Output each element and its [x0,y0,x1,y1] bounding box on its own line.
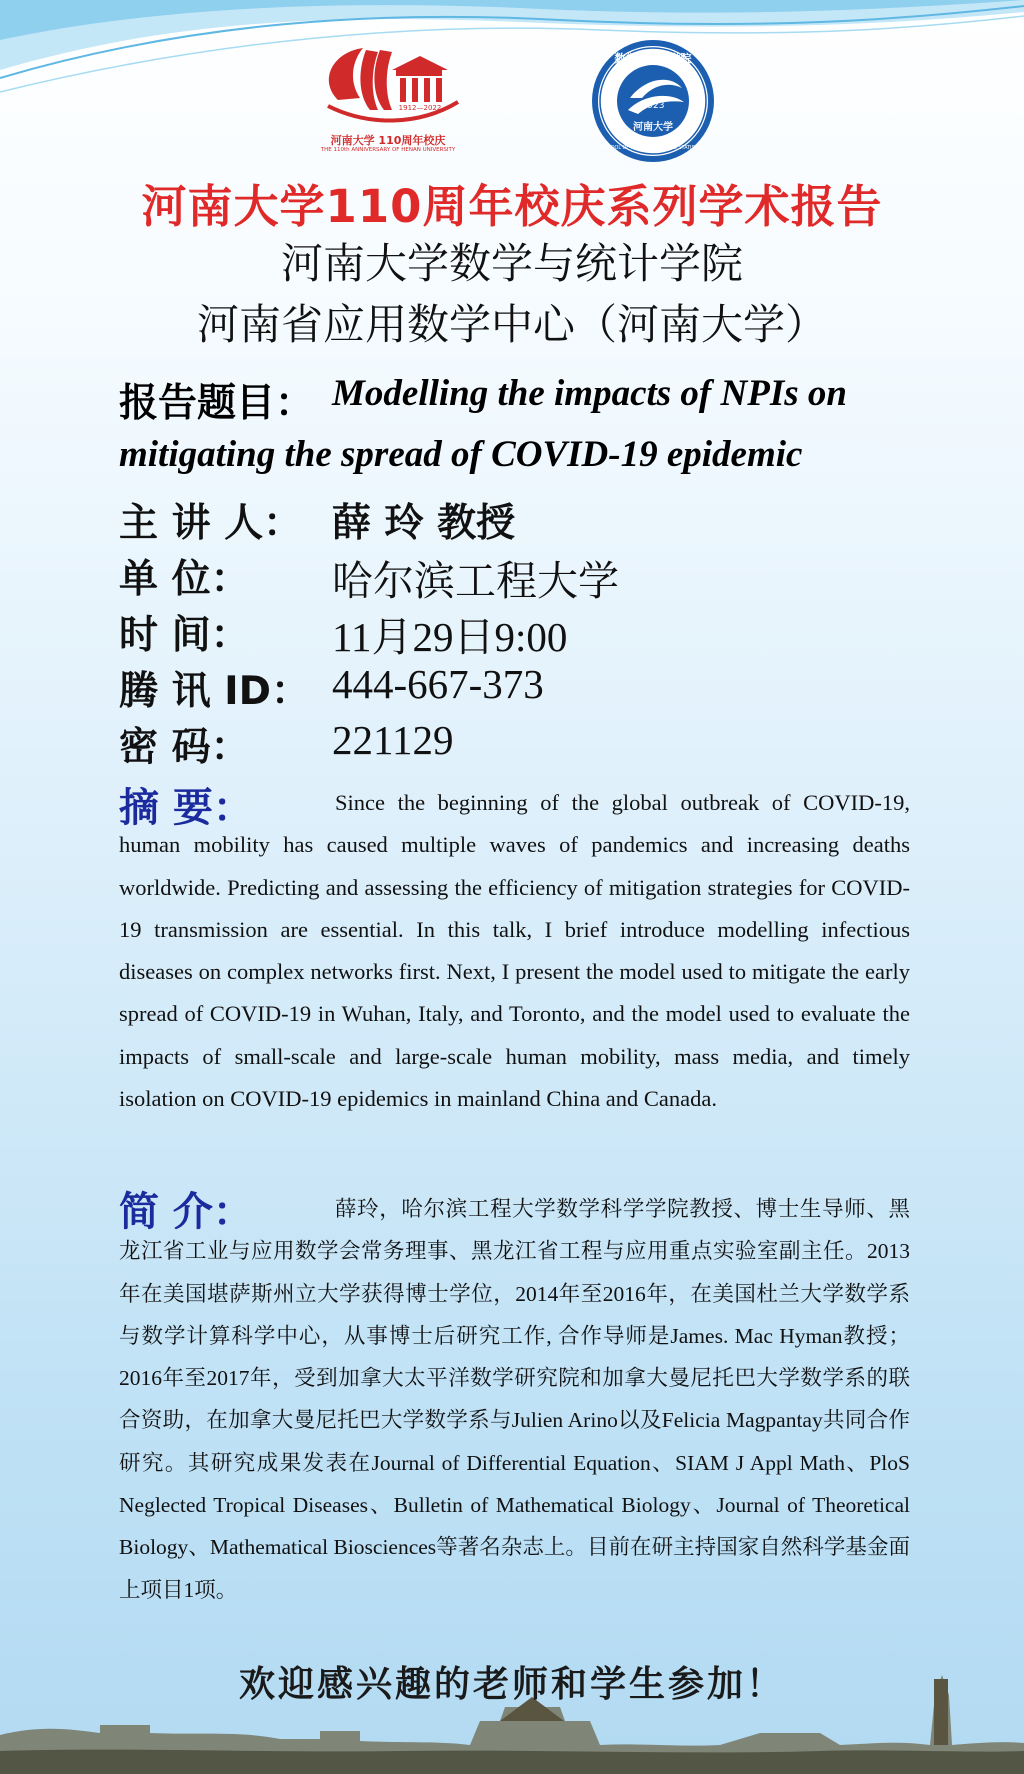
welcome-message: 欢迎感兴趣的老师和学生参加！ [238,1664,785,1705]
abstract-label: 摘 要： [119,785,253,831]
speaker-label: 主 讲 人： [119,501,303,546]
tencent-id-value: 444-667-373 [332,661,544,707]
time-value: 11月29日9:00 [332,614,568,660]
bio-label: 简 介： [119,1189,253,1235]
bio-text: 薛玲，哈尔滨工程大学数学科学学院教授、博士生导师、黑龙江省工业与应用数学会常务理事、黑龙江省工程与应用重点实验室副主任。2013年在美国堪萨斯州立大学获得博士学位，2014年至2016年，在美国杜兰大学数学系与数学计算科学中心，从事博士后研究工作, 合作导师是James. Mac Hyman教授；2016年至2017年，受到加拿大太平洋数学研究院和加拿大曼尼托巴大学数学系的联合资助，在加拿大曼尼托巴大学数学系与Julien Arino以及Felicia Magpantay共同合作研究。其研究成果发表在Journal of Differential Equation、SIAM J Appl Math、PloS Neglected Tropical Diseases、Bulletin of Mathematical Biology、Journal of Theoretical Biology、Mathematical Biosciences等著名杂志上。目前在研主持国家自然科学基金面上项目1项。 [119,1197,910,1602]
anniversary-caption: 河南大学 110周年校庆 [330,134,446,147]
school-seal-year: 1923 [641,101,665,111]
talk-title-line-1: Modelling the impacts of NPIs on [332,373,847,414]
anniversary-subcaption: THE 110th ANNIVERSARY OF HENAN UNIVERSITY [320,147,456,153]
speaker-value: 薛 玲 教授 [332,501,516,546]
school-logo [590,38,716,164]
talk-title-line-2: mitigating the spread of COVID-19 epidemic [119,434,803,475]
school-seal-university: 河南大学 [633,122,673,133]
anniversary-logo [308,40,468,158]
unit-value: 哈尔滨工程大学 [332,557,619,605]
password-label: 密 码： [119,725,250,770]
unit-label: 单 位： [119,557,250,602]
title-label: 报告题目： [119,381,315,426]
anniversary-emblem-icon [308,40,468,135]
abstract-text: Since the beginning of the global outbreak of COVID-19, human mobility has caused multiple waves of pandemics and increasing deaths worldwide. Predicting and assessing the efficiency of mitigation strategies for COVID-19 transmission are essential. In this talk, I brief introduce modelling infectious diseases on complex networks first. Next, I present the model used to mitigate the early spread of COVID-19 in Wuhan, Italy, and Toronto, and the model used to evaluate the impacts of small-scale and large-scale human mobility, mass media, and timely isolation on COVID-19 epidemics in mainland China and Canada. [119,790,910,1112]
tencent-id-label: 腾 讯 ID： [119,669,311,714]
logo-row [0,38,1024,163]
time-label: 时 间： [119,613,250,658]
anniversary-years: 1912—2022 [398,104,442,112]
password-value: 221129 [332,717,454,763]
school-seal-name: 数学与统计学院 [614,52,692,65]
school-seal-english: SCHOOL OF MATHEMATICS AND STATISTICS [600,146,706,151]
host-line-1: 河南大学数学与统计学院 [280,239,743,288]
series-title: 河南大学110周年校庆系列学术报告 [141,180,883,233]
host-line-2: 河南省应用数学中心（河南大学） [196,300,827,349]
